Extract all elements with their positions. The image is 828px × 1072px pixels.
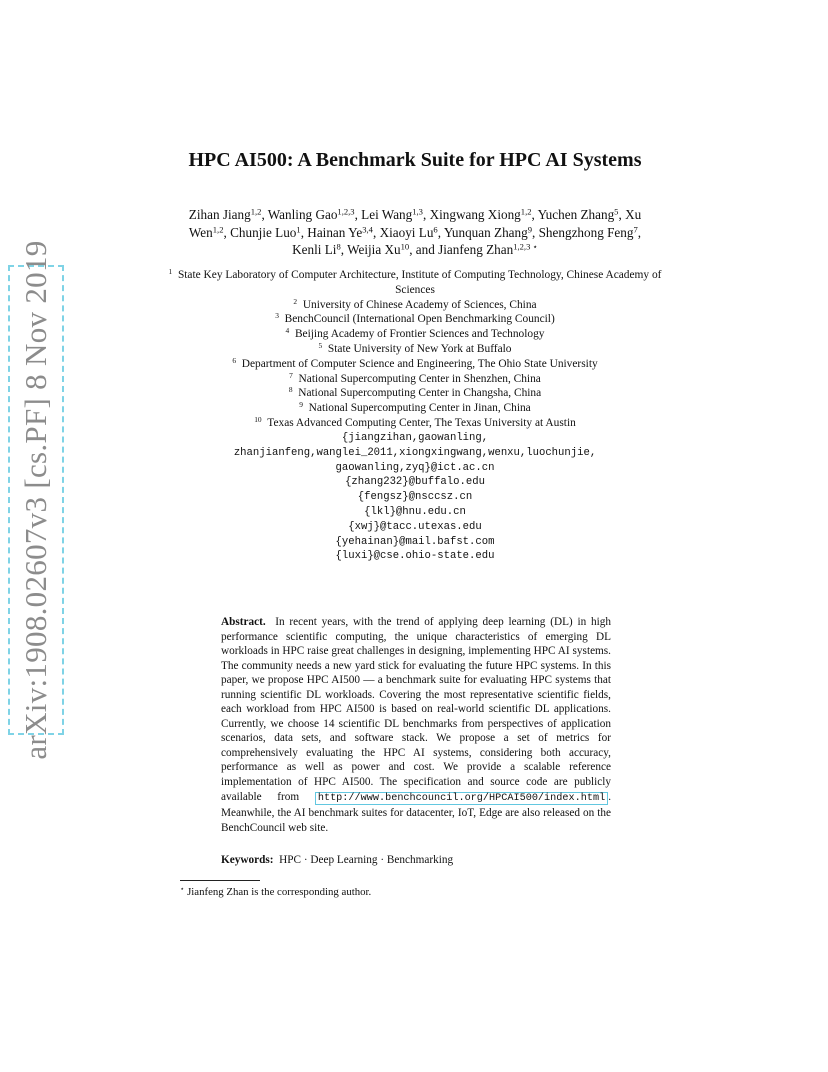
author-separator: , <box>354 207 362 222</box>
author <box>347 242 438 257</box>
author-separator: , <box>637 224 642 240</box>
author <box>380 225 444 240</box>
affiliation <box>160 312 670 327</box>
footnote-divider <box>180 880 260 881</box>
affiliation-number: 7 <box>289 370 293 380</box>
abstract <box>221 615 611 835</box>
author-name: Xiaoyi Lu <box>379 224 434 240</box>
affiliation-number: 2 <box>293 296 298 306</box>
author-name: Xingwang Xiong <box>429 207 521 222</box>
author-affiliation-marks: 6 <box>433 223 438 234</box>
affiliation-text: Department of Computer Science and Engineering, The Ohio State University <box>241 357 598 370</box>
keywords-label: Keywords: <box>221 854 274 866</box>
author-affiliation-marks: 1,2 <box>212 223 224 234</box>
author-separator: , <box>618 207 626 222</box>
author-separator: , <box>437 224 444 240</box>
affiliation-number: 5 <box>318 340 323 350</box>
author <box>268 207 361 222</box>
affiliation-number: 1 <box>168 266 173 276</box>
author-name: Chunjie Luo <box>230 224 297 240</box>
author <box>444 225 539 240</box>
affiliation-number: 8 <box>288 385 293 395</box>
author <box>189 207 268 222</box>
author-affiliation-marks: 5 <box>614 206 619 217</box>
author-affiliation-marks: 1 <box>296 223 301 234</box>
author-affiliation-marks: 9 <box>527 223 532 234</box>
author-separator: , <box>223 224 231 240</box>
affiliation-text: BenchCouncil (International Open Benchmarking Council) <box>284 313 555 326</box>
author-separator: , <box>372 224 380 240</box>
keywords <box>221 854 611 866</box>
affiliation <box>160 401 670 416</box>
author <box>230 225 307 240</box>
footnote-mark: ⋆ <box>180 885 185 894</box>
author-affiliation-marks: 3,4 <box>362 223 373 234</box>
affiliation-text: National Supercomputing Center in Shenzhen, China <box>298 372 541 385</box>
affiliation <box>160 327 670 342</box>
author-affiliation-marks: 1,3 <box>412 206 423 217</box>
author-name: Wanling Gao <box>267 207 338 222</box>
affiliation-text: Texas Advanced Computing Center, The Texas University at Austin <box>267 416 576 429</box>
author-name: Lei Wang <box>361 207 413 222</box>
author <box>307 225 379 240</box>
affiliation <box>160 386 670 401</box>
affiliation-text: University of Chinese Academy of Sciences, China <box>302 298 537 311</box>
author-separator: , <box>532 224 539 240</box>
author-affiliation-marks: 10 <box>400 241 410 252</box>
paper-title: HPC AI500: A Benchmark Suite for HPC AI Systems <box>188 149 642 171</box>
author <box>538 207 625 222</box>
author-affiliation-marks: 7 <box>633 223 638 234</box>
affiliation <box>160 416 670 431</box>
email-list: {jiangzihan,gaowanling, zhanjianfeng,wanglei_2011,xiongxingwang,wenxu,luochunjie, gaowanling,zyq}@ict.ac.cn {zhang232}@buffalo.edu {fengsz}@nsccsz.cn {lkl}@hnu.edu.cn {xwj}@tacc.utexas.edu {yehainan}@mail.bafst.com {luxi}@cse.ohio-state.edu <box>233 432 597 563</box>
author-affiliation-marks: 1,2 <box>520 206 532 217</box>
affiliation-text: State Key Laboratory of Computer Architecture, Institute of Computing Technology, Chinese Academy of Sciences <box>177 269 662 296</box>
author-affiliation-marks: 8 <box>336 241 341 252</box>
affiliation-list <box>160 268 670 431</box>
affiliation <box>160 372 670 387</box>
author-separator: , <box>261 207 268 222</box>
abstract-label: Abstract. <box>221 616 266 628</box>
affiliation-text: Beijing Academy of Frontier Sciences and Technology <box>294 328 545 341</box>
author <box>430 207 538 222</box>
affiliation <box>160 342 670 357</box>
author <box>539 225 641 240</box>
keywords-text: HPC · Deep Learning · Benchmarking <box>279 854 454 866</box>
author-affiliation-marks: 1,2 <box>250 206 262 217</box>
author-list <box>175 206 655 259</box>
affiliation-text: National Supercomputing Center in Jinan, China <box>308 402 531 415</box>
author-name: Weijia Xu <box>347 242 401 257</box>
author-separator: , <box>531 207 538 222</box>
author <box>438 242 538 257</box>
affiliation-number: 6 <box>232 355 237 365</box>
affiliation-number: 9 <box>299 400 303 410</box>
author-name: Xu Wen <box>188 207 642 240</box>
footnote-text: Jianfeng Zhan is the corresponding author. <box>187 886 372 898</box>
affiliation-text: National Supercomputing Center in Changsha, China <box>298 387 542 400</box>
author-name: Zihan Jiang <box>188 207 251 222</box>
author-name: Shengzhong Feng <box>538 224 634 240</box>
author <box>361 207 429 222</box>
affiliation-text: State University of New York at Buffalo <box>327 342 512 355</box>
author-name: Hainan Ye <box>307 224 363 240</box>
affiliation-number: 3 <box>275 311 279 321</box>
author-separator: , <box>422 207 430 222</box>
affiliation-number: 10 <box>254 414 262 424</box>
affiliation <box>160 357 670 372</box>
author-affiliation-marks: 1,2,3 ⋆ <box>513 241 538 252</box>
affiliation-number: 4 <box>285 326 290 336</box>
arxiv-identifier-stamp: arXiv:1908.02607v3 [cs.PF] 8 Nov 2019 <box>8 265 64 735</box>
author-separator: , <box>300 224 308 240</box>
author-separator: , <box>340 242 348 257</box>
affiliation <box>160 268 670 298</box>
abstract-url-link[interactable]: http://www.benchcouncil.org/HPCAI500/index.html <box>315 792 608 805</box>
footnote <box>180 886 660 898</box>
author <box>292 242 347 257</box>
abstract-text-end: . Meanwhile, the AI benchmark suites for datacenter, IoT, Edge are also released on the BenchCouncil web site. <box>221 790 611 834</box>
affiliation <box>160 298 670 313</box>
author-name: Jianfeng Zhan <box>438 242 514 257</box>
author-name: Yuchen Zhang <box>537 207 615 222</box>
author-name: Yunquan Zhang <box>443 224 528 240</box>
author-name: Kenli Li <box>292 242 337 257</box>
author-separator: , and <box>409 242 439 257</box>
abstract-text: In recent years, with the trend of applying deep learning (DL) in high performance scientific computing, the unique characteristics of emerging DL workloads in HPC raise great challenges in designing, implementing HPC AI systems. The community needs a new yard stick for evaluating the future HPC systems. In this paper, we propose HPC AI500 — a benchmark suite for evaluating HPC systems that running scientific DL workloads. Covering the most representative scientific fields, each workload from HPC AI500 is based on real-world scientific DL applications. Currently, we choose 14 scientific DL benchmarks from perspectives of application scenarios, data sets, and software stack. We propose a set of metrics for comprehensively evaluating the HPC AI systems, considering both accuracy, performance as well as power and cost. We provide a scalable reference implementation of HPC AI500. The specification and source code are publicly available from <box>221 616 612 803</box>
author-affiliation-marks: 1,2,3 <box>337 206 355 217</box>
